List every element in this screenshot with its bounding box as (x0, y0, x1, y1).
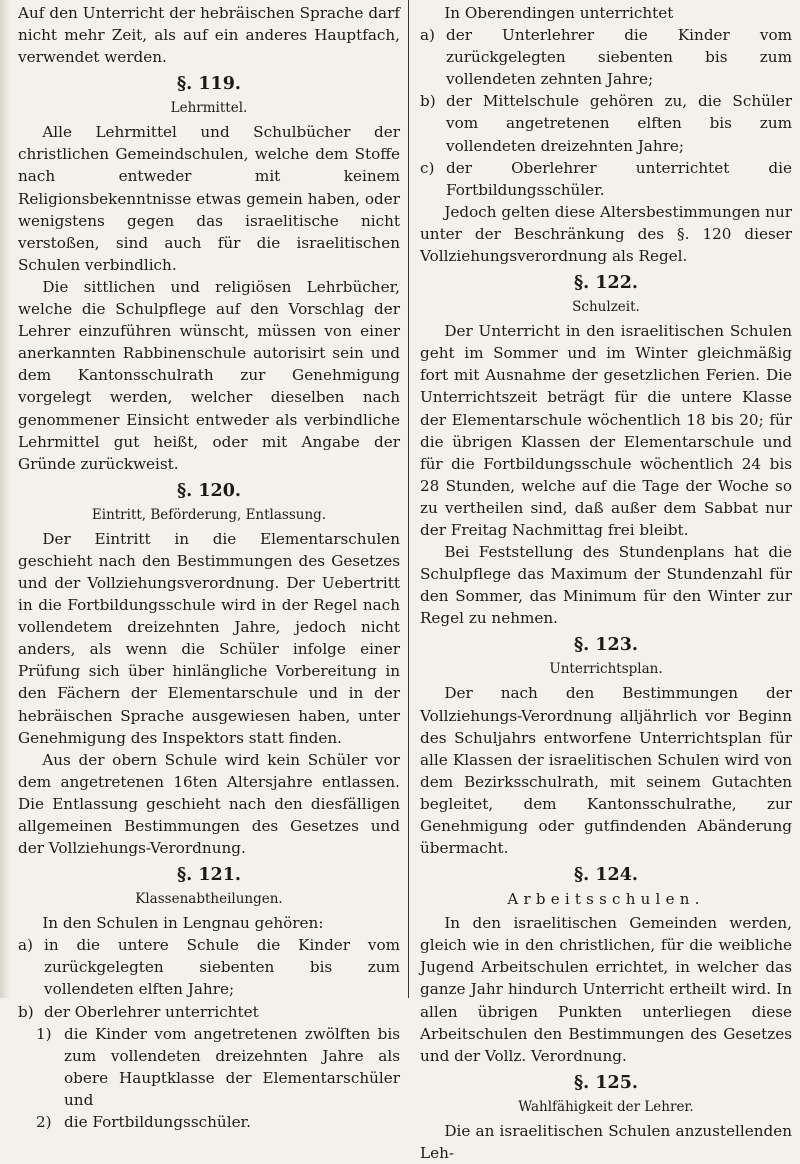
oberendingen-note: Jedoch gelten diese Altersbestimmungen nur unter der Beschränkung des §. 120 dieser Vollziehungsverordnung als Regel. (420, 202, 792, 266)
list-item-b2 (18, 1111, 400, 1133)
list-item-text: die Kinder vom angetretenen zwölften bis zum vollendeten dreizehnten Jahre als obere Hauptklasse der Elementarschüler und (64, 1024, 400, 1109)
list-marker: a) (420, 26, 435, 45)
section-125-paragraph-1: Die an israelitischen Schulen anzustellenden Leh- (420, 1121, 792, 1162)
right-column (420, 2, 792, 1162)
section-122-title: Schulzeit. (572, 299, 640, 316)
section-125-title: Wahlfähigkeit der Lehrer. (518, 1098, 694, 1115)
intro-paragraph: Auf den Unterricht der hebräischen Sprache darf nicht mehr Zeit, als auf ein anderes Hauptfach, verwendet werden. (18, 4, 400, 67)
list-item-b1 (18, 1023, 400, 1111)
list-marker: 1) (36, 1024, 52, 1043)
list-item-c (420, 157, 792, 201)
list-marker: a) (18, 936, 33, 955)
section-120-title: Eintritt, Beförderung, Entlassung. (91, 506, 327, 523)
section-119-title: Lehrmittel. (170, 100, 248, 117)
list-item-text: die Fortbildungsschüler. (64, 1113, 251, 1132)
list-item-text: der Oberlehrer unterrichtet die Fortbildungsschüler. (446, 158, 792, 199)
list-marker: c) (420, 158, 435, 177)
list-marker: b) (18, 1002, 34, 1021)
list-item-text: der Oberlehrer unterrichtet (44, 1002, 259, 1021)
section-122-paragraph-2: Bei Feststellung des Stundenplans hat die Schulpflege das Maximum der Stundenzahl für den Sommer, das Minimum für den Winter zur Regel zu nehmen. (420, 543, 792, 628)
list-marker: 2) (36, 1113, 52, 1132)
oberendingen-intro: In Oberendingen unterrichtet (444, 4, 674, 22)
list-item-a (18, 934, 400, 1000)
section-119-heading: §. 119. (177, 74, 241, 95)
page-edge (0, 0, 10, 998)
list-item-text: der Unterlehrer die Kinder vom zurückgelegten siebenten bis zum vollendeten zehnten Jahre; (446, 26, 792, 89)
section-119-paragraph-1: Alle Lehrmittel und Schulbücher der christlichen Gemeindschulen, welche dem Stoffe nach entweder mit keinem Religionsbekenntnisse etwas gemein haben, oder wenigstens gegen das israelitische nicht verstoßen, sind auch für die israelitischen Schulen verbindlich. (18, 123, 400, 274)
section-121-title: Klassenabtheilungen. (135, 891, 283, 908)
left-column (18, 2, 400, 1132)
list-marker: b) (420, 92, 436, 111)
section-120-paragraph-2: Aus der obern Schule wird kein Schüler vor dem angetretenen 16ten Altersjahre entlassen. Die Entlassung geschieht nach den diesfälligen allgemeinen Bestimmungen des Gesetzes und der Vollziehungs-Verordnung. (18, 750, 400, 858)
section-119-paragraph-2: Die sittlichen und religiösen Lehrbücher, welche die Schulpflege auf den Vorschlag der Lehrer einzuführen wünscht, müssen von einer anerkannten Rabbinenschule autorisirt sein und dem Kantonsschulrath zur Genehmigung vorgelegt werden, welcher dieselben nach genommener Einsicht entweder als verbindliche Lehrmittel gut heißt, oder mit Angabe der Gründe zurückweist. (18, 277, 400, 473)
section-124-title: Arbeitsschulen. (507, 890, 705, 909)
section-121-intro: In den Schulen in Lengnau gehören: (42, 914, 324, 933)
section-123-title: Unterrichtsplan. (549, 661, 663, 678)
list-item-b (18, 1001, 400, 1023)
section-120-heading: §. 120. (177, 480, 241, 501)
list-item-text: der Mittelschule gehören zu, die Schüler vom angetretenen elften bis zum vollendeten dreizehnten Jahre; (446, 92, 792, 155)
column-divider (408, 0, 409, 998)
section-121-heading: §. 121. (177, 865, 241, 886)
section-125-heading: §. 125. (574, 1072, 638, 1093)
section-123-paragraph-1: Der nach den Bestimmungen der Vollziehungs-Verordnung alljährlich vor Beginn des Schuljahrs entworfene Unterrichtsplan für alle Klassen der israelitischen Schulen wird von dem Bezirksschulrath, mit seinem Gutachten begleitet, dem Kantonsschulrathe, zur Genehmigung oder gutfindenden Abänderung übermacht. (420, 684, 792, 858)
section-120-paragraph-1: Der Eintritt in die Elementarschulen geschieht nach den Bestimmungen des Gesetzes und der Vollziehungsverordnung. Der Uebertritt in die Fortbildungsschule wird in der Regel nach vollendetem dreizehnten Jahre, jedoch nicht anders, als wenn die Schüler infolge einer Prüfung sich über hinlängliche Vorbereitung in den Fächern der Elementarschule und in der hebräischen Sprache ausgewiesen haben, unter Genehmigung des Inspektors statt finden. (18, 529, 400, 747)
list-item-text: in die untere Schule die Kinder vom zurückgelegten siebenten bis zum vollendeten elften Jahre; (44, 936, 400, 999)
section-122-paragraph-1: Der Unterricht in den israelitischen Schulen geht im Sommer und im Winter gleichmäßig fort mit Ausnahme der gesetzlichen Ferien. Die Unterrichtszeit beträgt für die untere Klasse der Elementarschule wöchentlich 18 bis 20; für die übrigen Klassen der Elementarschule und für die Fortbildungsschule wöchentlich 24 bis 28 Stunden, welche auf die Tage der Woche so zu vertheilen sind, daß außer dem Sabbat nur der Freitag Nachmittag frei bleibt. (420, 322, 792, 539)
list-item-b (420, 90, 792, 156)
section-124-paragraph-1: In den israelitischen Gemeinden werden, gleich wie in den christlichen, für die weibliche Jugend Arbeitschulen errichtet, in welcher das ganze Jahr hindurch Unterricht ertheilt wird. In allen übrigen Punkten unterliegen diese Arbeitschulen den Bestimmungen des Gesetzes und der Vollz. Verordnung. (420, 914, 792, 1065)
section-124-heading: §. 124. (574, 865, 638, 886)
section-123-heading: §. 123. (574, 635, 638, 656)
list-item-a (420, 24, 792, 90)
section-122-heading: §. 122. (574, 273, 638, 294)
